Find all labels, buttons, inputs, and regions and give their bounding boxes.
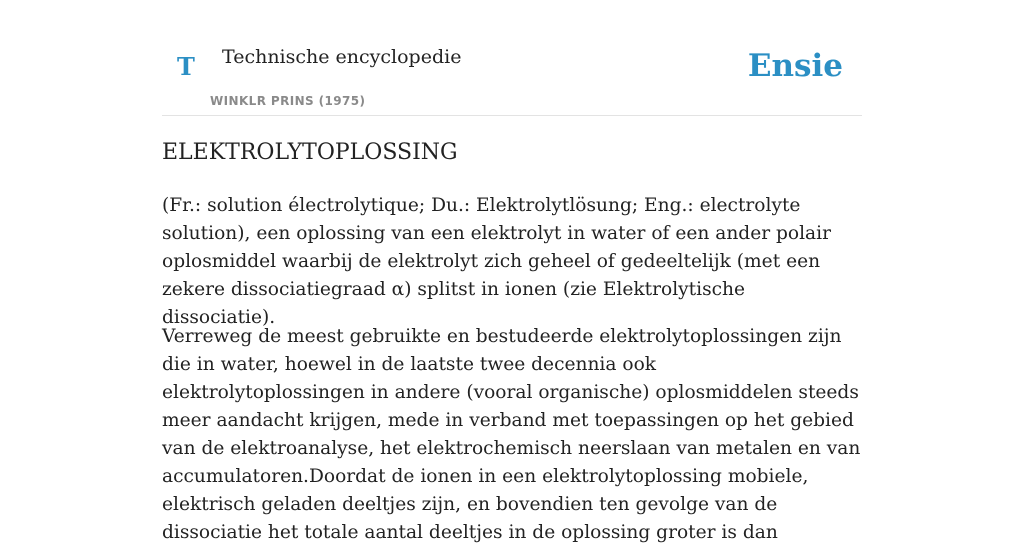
source-header xyxy=(162,0,862,116)
article-paragraph: Verreweg de meest gebruikte en bestudeerde elektrolytoplossingen zijn die in water, hoewel in de laatste twee decennia ook elektrolytoplossingen in andere (vooral organische) oplosmiddelen steeds meer aandacht krijgen, mede in verband met toepassingen op het gebied van de elektroanalyse, het elektrochemisch neerslaan van metalen en van accumulatoren.Doordat de ionen in een elektrolytoplossing mobiele, elektrisch geladen deeltjes zijn, en bovendien ten gevolge van de dissociatie het totale aantal deeltjes in de oplossing groter is dan xyxy=(162,326,861,543)
source-logo[interactable]: T xyxy=(177,52,195,81)
source-title[interactable]: Technische encyclopedie xyxy=(222,46,462,68)
source-subtitle: WINKLR PRINS (1975) xyxy=(210,94,366,108)
page-container xyxy=(162,0,862,543)
article-paragraph: (Fr.: solution électrolytique; Du.: Elektrolytlösung; Eng.: electrolyte solution), een oplossing van een elektrolyt in water of een ander polair oplosmiddel waarbij de elektrolyt zich geheel of gedeeltelijk (met een zekere dissociatiegraad α) splitst in ionen (zie Elektrolytische dissociatie). xyxy=(162,195,831,328)
brand-logo-link[interactable]: Ensie xyxy=(747,48,843,84)
article-title: ELEKTROLYTOPLOSSING xyxy=(162,140,458,165)
